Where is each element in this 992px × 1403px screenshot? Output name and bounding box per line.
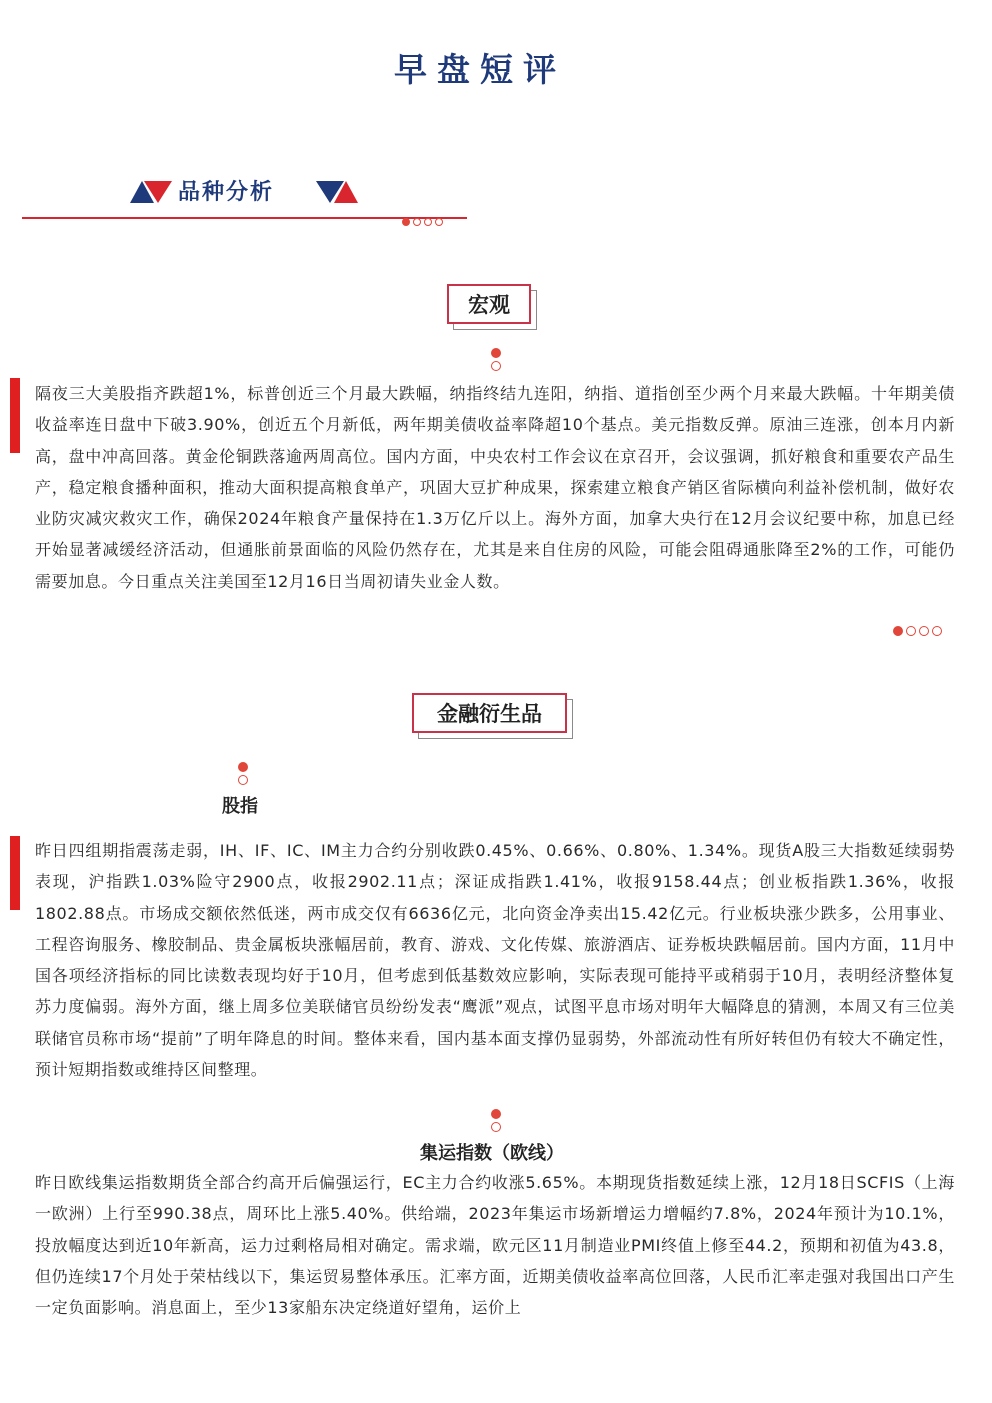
triangle-left-icon: [130, 181, 172, 203]
macro-heading-box: [447, 284, 531, 324]
dot-icon: [491, 1122, 501, 1132]
macro-heading: 宏观: [447, 284, 531, 324]
index-connector-dots: [238, 762, 250, 788]
dot-icon: [906, 626, 916, 636]
dot-icon: [402, 218, 410, 226]
financial-heading: 金融衍生品: [412, 693, 567, 733]
index-paragraph: 昨日四组期指震荡走弱，IH、IF、IC、IM主力合约分别收跌0.45%、0.66%、0.80%、1.34%。现货A股三大指数延续弱势表现，沪指跌1.03%险守2900点，收报2902.11点；深证成指跌1.41%，收报9158.44点；创业板指跌1.36%，收报1802.88点。市场成交额依然低迷，两市成交仅有6636亿元，北向资金净卖出15.42亿元。行业板块涨少跌多，公用事业、工程咨询服务、橡胶制品、贵金属板块涨幅居前，教育、游戏、文化传媒、旅游酒店、证券板块跌幅居前。国内方面，11月中国各项经济指标的同比读数表现均好于10月，但考虑到低基数效应影响，实际表现可能持平或稍弱于10月，表明经济整体复苏力度偏弱。海外方面，继上周多位美联储官员纷纷发表“鹰派”观点，试图平息市场对明年大幅降息的猜测，本周又有三位美联储官员称市场“提前”了明年降息的时间。整体来看，国内基本面支撑仍显弱势，外部流动性有所好转但仍有较大不确定性，预计短期指数或维持区间整理。: [35, 841, 955, 1080]
dot-icon: [238, 775, 248, 785]
dot-icon: [435, 218, 443, 226]
section-header: [130, 178, 360, 208]
document-title: 早盘短评: [394, 50, 566, 89]
macro-connector-dots: [491, 348, 503, 374]
dot-icon: [932, 626, 942, 636]
financial-heading-box: [412, 693, 567, 733]
macro-end-dots: [893, 621, 945, 640]
dot-icon: [919, 626, 929, 636]
dot-icon: [893, 626, 903, 636]
shipping-paragraph: 昨日欧线集运指数期货全部合约高开后偏强运行，EC主力合约收涨5.65%。本期现货指数延续上涨，12月18日SCFIS（上海一欧洲）上行至990.38点，周环比上涨5.40%。供给端，2023年集运市场新增运力增幅约7.8%，2024年预计为10.1%，投放幅度达到近10年新高，运力过剩格局相对确定。需求端，欧元区11月制造业PMI终值上修至44.2，预期和初值为43.8，但仍连续17个月处于荣枯线以下，集运贸易整体承压。汇率方面，近期美债收益率高位回落，人民币汇率走强对我国出口产生一定负面影响。消息面上，至少13家船东决定绕道好望角，运价上: [35, 1173, 955, 1318]
index-side-bar: [10, 836, 20, 910]
dot-icon: [413, 218, 421, 226]
macro-paragraph: 隔夜三大美股指齐跌超1%，标普创近三个月最大跌幅，纳指终结九连阳，纳指、道指创至少两个月来最大跌幅。十年期美债收益率连日盘中下破3.90%，创近五个月新低，两年期美债收益率降超10个基点。美元指数反弹。原油三连涨，创本月内新高，盘中冲高回落。黄金伦铜跌落逾两周高位。国内方面，中央农村工作会议在京召开，会议强调，抓好粮食和重要农产品生产，稳定粮食播种面积，推动大面积提高粮食单产，巩固大豆扩种成果，探索建立粮食产销区省际横向利益补偿机制，做好农业防灾减灾救灾工作，确保2024年粮食产量保持在1.3万亿斤以上。海外方面，加拿大央行在12月会议纪要中称，加息已经开始显著减缓经济活动，但通胀前景面临的风险仍然存在，尤其是来自住房的风险，可能会阻碍通胀降至2%的工作，可能仍需要加息。今日重点关注美国至12月16日当周初请失业金人数。: [35, 384, 955, 591]
dot-icon: [238, 762, 248, 772]
shipping-heading: 集运指数（欧线）: [420, 1143, 564, 1164]
dot-icon: [424, 218, 432, 226]
index-heading: 股指: [222, 796, 258, 817]
section-label: 品种分析: [178, 180, 275, 205]
triangle-right-icon: [316, 181, 358, 203]
dot-icon: [491, 361, 501, 371]
macro-side-bar: [10, 378, 20, 453]
dot-icon: [491, 1109, 501, 1119]
dot-icon: [491, 348, 501, 358]
section-divider: [22, 217, 467, 219]
divider-dots: [402, 211, 446, 230]
shipping-connector-dots: [491, 1109, 503, 1135]
